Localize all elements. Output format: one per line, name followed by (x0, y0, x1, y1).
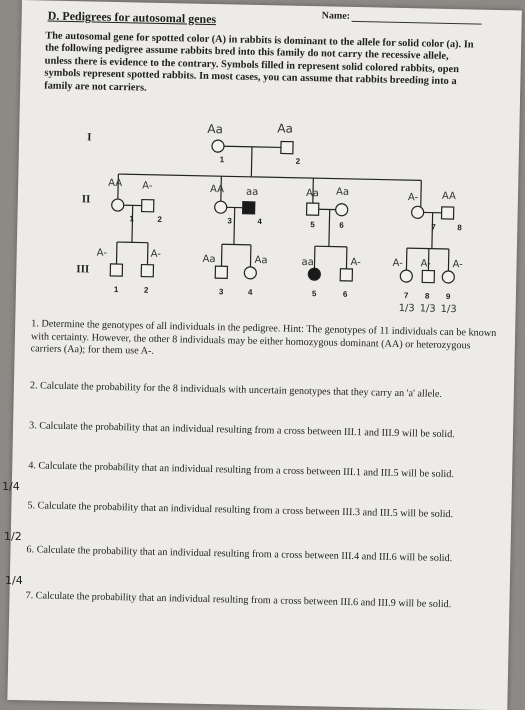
question-2: 2. Calculate the probability for the 8 individuals with uncertain genotypes that they carry an 'a' allele. (30, 380, 500, 402)
gen2-number-6: 6 (339, 221, 344, 230)
generation-label-1: I (87, 131, 92, 143)
gen1-individual-1 (212, 140, 224, 152)
gen2-individual-7 (412, 206, 424, 218)
gen3-individual-8 (422, 270, 434, 282)
gen3-number-5: 5 (312, 289, 317, 298)
generation-label-2: II (82, 193, 91, 205)
gen2-number-8: 8 (457, 223, 462, 232)
gen3-individual-9 (442, 271, 454, 283)
gen3-number-8: 8 (425, 292, 430, 301)
gen2-individual-3 (215, 201, 227, 213)
gen3-individual-1 (110, 264, 122, 276)
generation-label-3: III (76, 263, 89, 275)
gen3-individual-5 (308, 268, 320, 280)
pedigree-chart (15, 0, 522, 340)
question-1: 1. Determine the genotypes of all individuals in the pedigree. Hint: The genotypes of 11 individuals can be known with certainty. However, the other 8 individuals may be either homozygous dominant (AA) or heterozygous carriers (Aa); for them use A-. (31, 318, 502, 365)
gen2-individual-2 (142, 200, 154, 212)
gen3-genotype-6: A- (350, 257, 360, 268)
gen3-individual-6 (340, 269, 352, 281)
gen2-individual-4 (243, 202, 255, 214)
gen1-genotype-2: Aa (277, 121, 293, 135)
gen1-number-1: 1 (220, 155, 225, 164)
gen2-number-4: 4 (257, 217, 262, 226)
gen2-individual-1 (112, 199, 124, 211)
gen2-genotype-4: aa (246, 187, 258, 198)
gen3-genotype-3: Aa (202, 254, 215, 265)
question-7: 7. Calculate the probability that an individual resulting from a cross between III.6 and III.9 will be solid. (25, 590, 495, 612)
gen1-individual-2 (281, 141, 293, 153)
gen2-genotype-5: Aa (306, 188, 319, 199)
gen2-genotype-2: A- (142, 181, 152, 192)
gen3-individual-7 (400, 270, 412, 282)
gen3-genotype-5: aa (301, 257, 313, 268)
gen3-fraction-8: 1/3 (420, 303, 436, 314)
worksheet-page (7, 0, 522, 710)
gen3-number-3: 3 (219, 287, 224, 296)
gen3-individual-3 (215, 266, 227, 278)
gen3-genotype-1: A- (97, 248, 107, 259)
gen2-genotype-1: AA (108, 178, 122, 189)
section-title: D. Pedigrees for autosomal genes (48, 9, 217, 28)
gen2-number-7: 7 (431, 223, 436, 232)
margin-note-1: 1/4 (2, 480, 20, 493)
gen3-number-1: 1 (114, 285, 119, 294)
gen3-number-2: 2 (144, 286, 149, 295)
gen3-individual-2 (141, 265, 153, 277)
gen2-individual-6 (336, 204, 348, 216)
name-label: Name: (322, 10, 351, 22)
gen2-individual-8 (442, 207, 454, 219)
gen3-genotype-2: A- (151, 249, 161, 260)
gen3-fraction-7: 1/3 (399, 303, 415, 314)
margin-note-3: 1/4 (5, 574, 23, 587)
intro-paragraph: The autosomal gene for spotted color (A) in rabbits is dominant to the allele for solid color (a). In the following pedigree assume rabbits bred into this family do not carry the recessive allele, unless there is evidence to the contrary. Symbols filled in represent solid colored rabbits, open symbols represent spotted rabbits. In most cases, you can assume that rabbits breeding into a family are not carriers. (44, 30, 475, 101)
question-5: 5. Calculate the probability that an individual resulting from a cross between III.3 and III.5 will be solid. (27, 500, 497, 522)
gen1-number-2: 2 (296, 157, 301, 166)
gen2-genotype-3: AA (210, 184, 224, 195)
gen3-genotype-9: A- (452, 259, 462, 270)
gen1-genotype-1: Aa (207, 122, 223, 136)
gen3-genotype-8: A- (420, 258, 430, 269)
gen2-number-2: 2 (157, 215, 162, 224)
gen3-number-4: 4 (248, 288, 253, 297)
gen3-genotype-7: A- (392, 258, 402, 269)
gen2-number-1: 1 (129, 214, 134, 223)
question-4: 4. Calculate the probability that an individual resulting from a cross between III.1 and III.5 will be solid. (28, 460, 498, 482)
gen3-individual-4 (244, 267, 256, 279)
margin-note-2: 1/2 (4, 530, 22, 543)
gen3-number-7: 7 (404, 291, 409, 300)
question-6: 6. Calculate the probability that an individual resulting from a cross between III.4 and III.6 will be solid. (26, 544, 496, 566)
gen2-genotype-7: A- (408, 192, 418, 203)
gen3-fraction-9: 1/3 (440, 304, 456, 315)
question-3: 3. Calculate the probability that an individual resulting from a cross between III.1 and III.9 will be solid. (29, 420, 499, 442)
gen2-genotype-8: AA (442, 191, 456, 202)
gen2-number-3: 3 (227, 216, 232, 225)
gen3-number-6: 6 (343, 290, 348, 299)
gen2-individual-5 (307, 203, 319, 215)
gen2-number-5: 5 (310, 220, 315, 229)
gen2-genotype-6: Aa (336, 187, 349, 198)
gen3-number-9: 9 (446, 292, 451, 301)
gen3-genotype-4: Aa (254, 255, 267, 266)
